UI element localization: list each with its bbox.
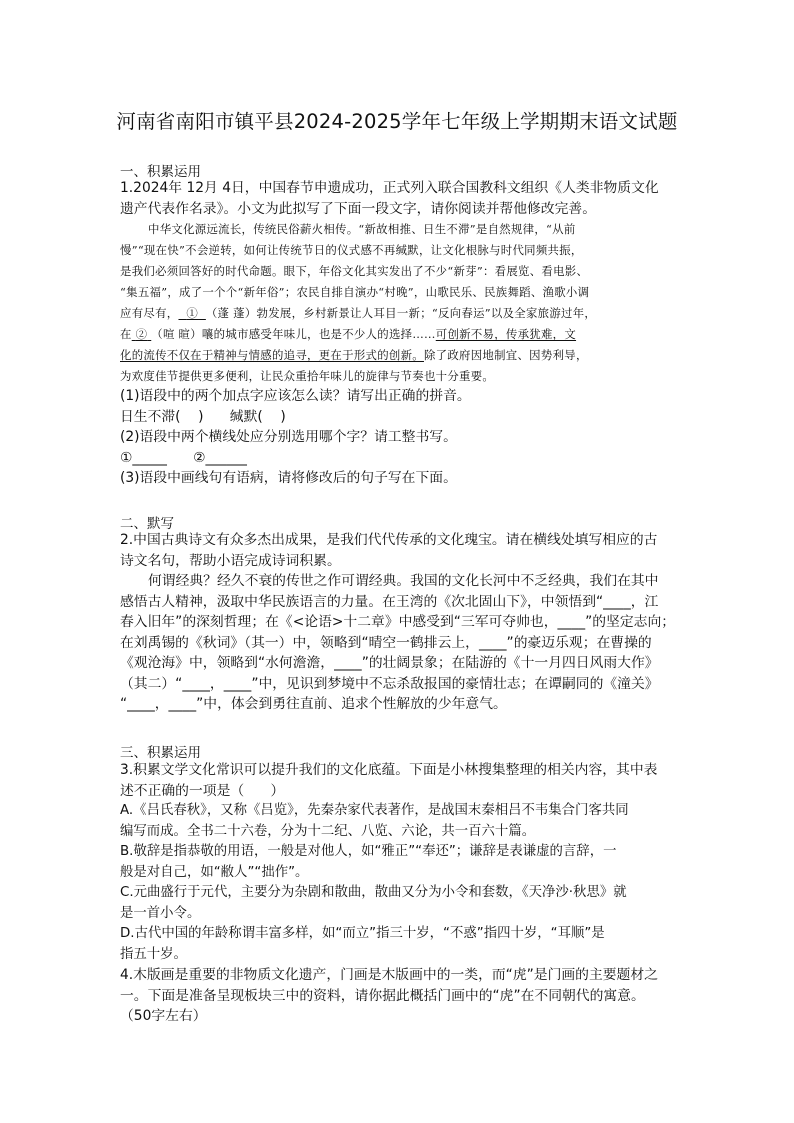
question-3 [120, 760, 680, 1027]
option-b-line-2: 般是对自己，如“敝人”“拙作”。 [120, 864, 309, 880]
passage-line [120, 324, 680, 345]
passage-line: 中华文化源远流长，传统民俗薪火相传。“新故相推、日生不滞”是自然规律，“从前 [148, 222, 576, 236]
passage-text: 应有尽有， [120, 306, 179, 320]
blank-1-mark: ① [186, 306, 199, 320]
q1-sub-1: (1)语段中的两个加点字应该怎么读？请写出正确的拼音。 [120, 388, 471, 404]
option-c-line-1: C.元曲盛行于元代，主要分为杂剧和散曲，散曲又分为小令和套数，《天净沙·秋思》就 [120, 885, 627, 900]
q1-intro-line-1: 1.2024年 12月 4日，中国春节申遗成功，正式列入联合国教科文组织《人类非物质文化 [120, 180, 659, 196]
q1-sub-3: (3)语段中画线句有语病，请将修改后的句子写在下面。 [120, 470, 457, 486]
passage-line [120, 345, 680, 366]
question-2 [120, 530, 680, 715]
section-heading-3: 三、积累运用 [120, 745, 201, 761]
blank-2-mark: ② [135, 327, 148, 341]
q3-line-1: 3.积累文学文化常识可以提升我们的文化底蕴。下面是小林搜集整理的相关内容，其中表 [120, 762, 658, 778]
passage-line: 为欢度佳节提供更多便利，让民众重拾年味儿的旋律与节奏也十分重要。 [120, 369, 495, 383]
passage-line [120, 303, 680, 324]
q2-body-line: （其二）“____，____”中，见识到梦境中不忘杀敌报国的豪情壮志；在谭嗣同的《潼关》 [120, 675, 659, 692]
blank-2 [132, 327, 152, 341]
passage-text: （喧 暄）嚷的城市感受年味儿，也是不少人的选择…… [151, 327, 436, 341]
option-a-line-1: A.《吕氏春秋》，又称《吕览》，先秦杂家代表著作，是战国末秦相吕不韦集合门客共同 [120, 803, 629, 818]
q4-line-3: （50字左右） [120, 1008, 207, 1024]
q1-subquestions [120, 386, 680, 489]
q1-passage [120, 219, 680, 387]
q1-intro-line-2: 遗产代表作名录》。小文为此拟写了下面一段文字，请你阅读并帮他修改完善。 [120, 200, 596, 217]
q1-sub-1-answer: 日生不滞( ) 缄默( ) [120, 408, 286, 425]
passage-line: 是我们必须回答好的时代命题。眼下，年俗文化其实发出了不少“新芽”：看展览、看电影、 [120, 264, 589, 278]
q1-sub-2-answer: ①_____ ②______ [120, 449, 247, 466]
passage-line: “集五福”，成了一个个“新年俗”；农民自排自演办“村晚”，山歌民乐、民族舞蹈、渔歌小调 [120, 285, 590, 299]
option-b-line-1: B.敬辞是指恭敬的用语，一般是对他人，如“雅正”“奉还”；谦辞是表谦虚的言辞，一 [120, 844, 617, 859]
option-c-line-2: 是一首小令。 [120, 905, 201, 921]
underlined-sentence: 可创新不易，传承犹难，文 [435, 327, 577, 341]
q1-sub-2: (2)语段中两个横线处应分别选用哪个字？请工整书写。 [120, 429, 457, 445]
q3-line-2: 述不正确的一项是（ ） [120, 782, 285, 799]
section-heading-1: 一、积累运用 [120, 164, 201, 180]
q2-body-line: 《观沧海》中，领略到“水何澹澹，____”的壮阔景象；在陆游的《十一月四日风雨大作》 [120, 655, 659, 671]
option-d-line-1: D.古代中国的年龄称谓丰富多样，如“而立”指三十岁，“不惑”指四十岁，“耳顺”是 [120, 926, 605, 941]
question-1 [120, 178, 680, 219]
q4-line-1: 4.木版画是重要的非物质文化遗产，门画是木版画中的一类，而“虎”是门画的主要题材之 [120, 967, 658, 983]
section-heading-2: 二、默写 [120, 516, 174, 532]
passage-text: 在 [120, 327, 132, 341]
passage-line: 慢”“现在快”不会逆转，如何让传统节日的仪式感不再缄默，让文化根脉与时代同频共振， [120, 243, 583, 257]
q4-line-2: 一。下面是准备呈现板块三中的资料，请你据此概括门画中的“虎”在不同朝代的寓意。 [120, 987, 645, 1004]
passage-text: 除了政府因地制宜、因势利导， [423, 348, 588, 362]
blank-1 [178, 306, 205, 320]
q2-body-line: 春入旧年”的深刻哲理；在《<论语>十二章》中感受到“三军可夺帅也，____”的坚定志向； [120, 614, 676, 630]
q2-body-line: 何谓经典？经久不衰的传世之作可谓经典。我国的文化长河中不乏经典，我们在其中 [148, 573, 659, 589]
q2-line-1: 2.中国古典诗文有众多杰出成果，是我们代代传承的文化瑰宝。请在横线处填写相应的古 [120, 532, 658, 548]
passage-text: （蓬 蓬）勃发展，乡村新景让人耳目一新；“反向春运”以及全家旅游过年， [205, 306, 597, 320]
page-title: 河南省南阳市镇平县2024-2025学年七年级上学期期末语文试题 [116, 110, 678, 133]
q2-line-2: 诗文名句，帮助小语完成诗词积累。 [120, 552, 341, 569]
q2-body-line: “____，____”中，体会到勇往直前、追求个性解放的少年意气。 [120, 696, 507, 712]
q2-body-line: 在刘禹锡的《秋词》（其一）中，领略到“晴空一鹤排云上，____”的豪迈乐观；在曹操的 [120, 634, 652, 651]
option-d-line-2: 指五十岁。 [120, 946, 187, 962]
underlined-sentence: 化的流传不仅在于精神与情感的追寻，更在于形式的创新。 [120, 348, 424, 362]
q2-body-line: 感悟古人精神，汲取中华民族语言的力量。在王湾的《次北固山下》，中领悟到“____，江 [120, 593, 659, 610]
option-a-line-2: 编写而成。全书二十六卷，分为十二纪、八览、六论，共一百六十篇。 [120, 823, 536, 839]
